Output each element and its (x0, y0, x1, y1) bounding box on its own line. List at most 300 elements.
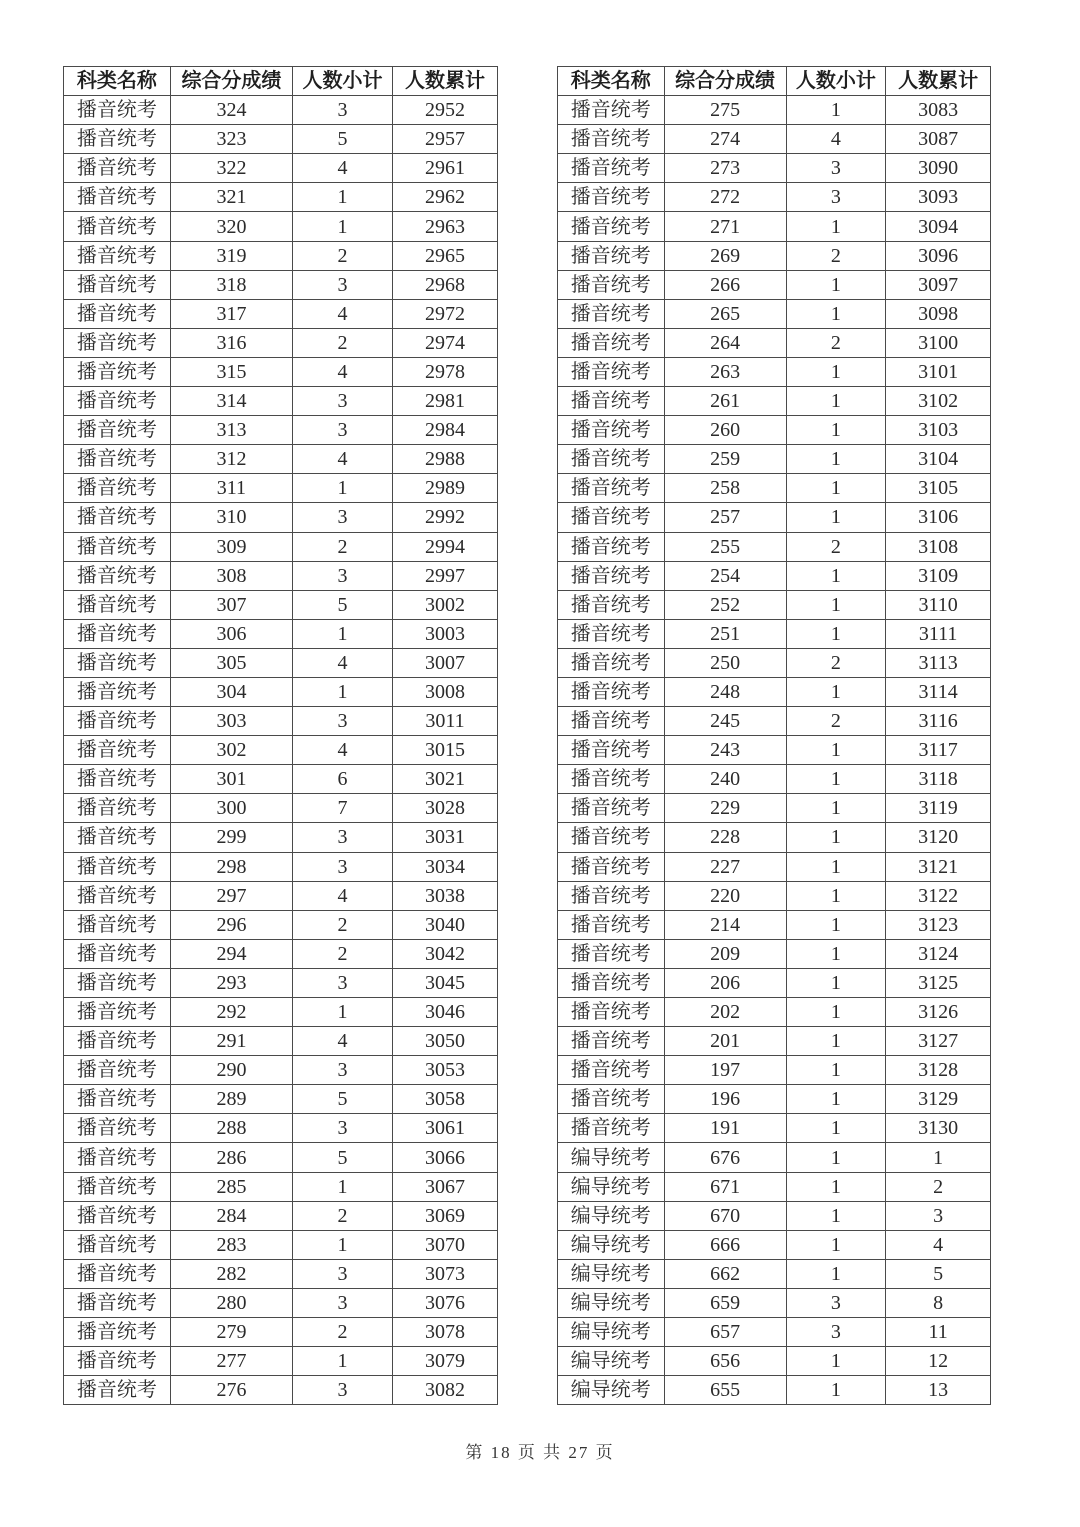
table-row (64, 96, 498, 125)
score-cell: 670 (664, 1201, 786, 1230)
cumulative-cell: 2961 (392, 154, 497, 183)
table-row (64, 881, 498, 910)
score-cell: 294 (170, 939, 292, 968)
subtotal-cell: 1 (786, 96, 886, 125)
cumulative-cell: 3108 (886, 532, 991, 561)
score-cell: 659 (664, 1288, 786, 1317)
score-cell: 314 (170, 387, 292, 416)
subtotal-cell: 1 (786, 474, 886, 503)
table-row (64, 416, 498, 445)
subtotal-cell: 1 (786, 416, 886, 445)
score-cell: 273 (664, 154, 786, 183)
score-cell: 321 (170, 183, 292, 212)
cumulative-cell: 3128 (886, 1056, 991, 1085)
score-cell: 228 (664, 823, 786, 852)
score-cell: 655 (664, 1376, 786, 1405)
table-row (64, 1056, 498, 1085)
category-cell: 播音统考 (558, 387, 665, 416)
score-cell: 299 (170, 823, 292, 852)
score-cell: 269 (664, 241, 786, 270)
subtotal-cell: 1 (786, 299, 886, 328)
cumulative-cell: 3040 (392, 910, 497, 939)
category-cell: 播音统考 (64, 765, 171, 794)
category-cell: 播音统考 (64, 1085, 171, 1114)
subtotal-cell: 1 (293, 474, 393, 503)
cumulative-cell: 13 (886, 1376, 991, 1405)
table-row (558, 532, 991, 561)
table-row (64, 1318, 498, 1347)
cumulative-cell: 3129 (886, 1085, 991, 1114)
cumulative-cell: 3125 (886, 968, 991, 997)
cumulative-cell: 3070 (392, 1230, 497, 1259)
cumulative-cell: 3117 (886, 736, 991, 765)
category-cell: 播音统考 (64, 183, 171, 212)
score-cell: 310 (170, 503, 292, 532)
category-cell: 播音统考 (64, 707, 171, 736)
score-cell: 279 (170, 1318, 292, 1347)
subtotal-cell: 2 (786, 328, 886, 357)
category-cell: 播音统考 (64, 241, 171, 270)
subtotal-cell: 3 (786, 1288, 886, 1317)
cumulative-cell: 3008 (392, 677, 497, 706)
cumulative-cell: 3061 (392, 1114, 497, 1143)
category-cell: 播音统考 (558, 125, 665, 154)
table-row (558, 910, 991, 939)
cumulative-cell: 3083 (886, 96, 991, 125)
score-cell: 240 (664, 765, 786, 794)
score-cell: 263 (664, 357, 786, 386)
cumulative-cell: 3046 (392, 998, 497, 1027)
score-cell: 324 (170, 96, 292, 125)
cumulative-cell: 3120 (886, 823, 991, 852)
table-row (64, 1114, 498, 1143)
category-cell: 编导统考 (558, 1172, 665, 1201)
score-cell: 671 (664, 1172, 786, 1201)
subtotal-cell: 1 (293, 183, 393, 212)
score-cell: 291 (170, 1027, 292, 1056)
cumulative-cell: 5 (886, 1259, 991, 1288)
category-cell: 播音统考 (558, 823, 665, 852)
score-cell: 258 (664, 474, 786, 503)
score-cell: 265 (664, 299, 786, 328)
category-cell: 播音统考 (64, 794, 171, 823)
category-cell: 播音统考 (558, 270, 665, 299)
subtotal-cell: 1 (786, 1085, 886, 1114)
table-row (558, 183, 991, 212)
cumulative-cell: 3003 (392, 619, 497, 648)
score-table-left-body (64, 96, 498, 1405)
subtotal-cell: 4 (293, 648, 393, 677)
header-category: 科类名称 (558, 67, 665, 96)
table-row (64, 1347, 498, 1376)
subtotal-cell: 3 (293, 1259, 393, 1288)
table-row (64, 677, 498, 706)
score-cell: 259 (664, 445, 786, 474)
subtotal-cell: 1 (786, 910, 886, 939)
table-row (558, 96, 991, 125)
table-row (558, 241, 991, 270)
subtotal-cell: 1 (786, 968, 886, 997)
cumulative-cell: 3103 (886, 416, 991, 445)
category-cell: 播音统考 (558, 852, 665, 881)
table-row (64, 765, 498, 794)
category-cell: 播音统考 (64, 1230, 171, 1259)
table-row (558, 1230, 991, 1259)
score-cell: 251 (664, 619, 786, 648)
cumulative-cell: 11 (886, 1318, 991, 1347)
subtotal-cell: 1 (293, 1172, 393, 1201)
category-cell: 播音统考 (64, 125, 171, 154)
table-row (558, 154, 991, 183)
cumulative-cell: 3050 (392, 1027, 497, 1056)
category-cell: 播音统考 (64, 416, 171, 445)
table-row (64, 270, 498, 299)
category-cell: 播音统考 (64, 1376, 171, 1405)
table-row (558, 648, 991, 677)
score-cell: 300 (170, 794, 292, 823)
category-cell: 播音统考 (558, 881, 665, 910)
score-cell: 292 (170, 998, 292, 1027)
subtotal-cell: 1 (786, 270, 886, 299)
category-cell: 播音统考 (558, 96, 665, 125)
subtotal-cell: 7 (293, 794, 393, 823)
cumulative-cell: 3015 (392, 736, 497, 765)
table-row (558, 765, 991, 794)
cumulative-cell: 3011 (392, 707, 497, 736)
category-cell: 播音统考 (64, 968, 171, 997)
subtotal-cell: 5 (293, 1085, 393, 1114)
table-row (64, 212, 498, 241)
cumulative-cell: 3090 (886, 154, 991, 183)
score-cell: 227 (664, 852, 786, 881)
score-cell: 293 (170, 968, 292, 997)
table-row (64, 154, 498, 183)
header-subtotal: 人数小计 (293, 67, 393, 96)
subtotal-cell: 1 (786, 794, 886, 823)
cumulative-cell: 3093 (886, 183, 991, 212)
subtotal-cell: 2 (293, 1201, 393, 1230)
subtotal-cell: 1 (786, 998, 886, 1027)
subtotal-cell: 3 (293, 707, 393, 736)
score-cell: 257 (664, 503, 786, 532)
score-cell: 317 (170, 299, 292, 328)
subtotal-cell: 1 (786, 619, 886, 648)
cumulative-cell: 3028 (392, 794, 497, 823)
subtotal-cell: 6 (293, 765, 393, 794)
table-row (64, 503, 498, 532)
page-footer: 第 18 页 共 27 页 (465, 1443, 615, 1462)
category-cell: 编导统考 (558, 1376, 665, 1405)
cumulative-cell: 2992 (392, 503, 497, 532)
table-row (558, 736, 991, 765)
score-cell: 260 (664, 416, 786, 445)
score-cell: 202 (664, 998, 786, 1027)
subtotal-cell: 2 (293, 328, 393, 357)
cumulative-cell: 3038 (392, 881, 497, 910)
subtotal-cell: 1 (293, 998, 393, 1027)
subtotal-cell: 4 (293, 736, 393, 765)
cumulative-cell: 2989 (392, 474, 497, 503)
cumulative-cell: 3002 (392, 590, 497, 619)
cumulative-cell: 2972 (392, 299, 497, 328)
score-cell: 296 (170, 910, 292, 939)
category-cell: 播音统考 (558, 794, 665, 823)
score-cell: 255 (664, 532, 786, 561)
table-row (558, 1201, 991, 1230)
table-row (64, 1259, 498, 1288)
category-cell: 播音统考 (64, 823, 171, 852)
subtotal-cell: 4 (293, 445, 393, 474)
cumulative-cell: 3127 (886, 1027, 991, 1056)
score-cell: 275 (664, 96, 786, 125)
category-cell: 播音统考 (64, 1143, 171, 1172)
category-cell: 播音统考 (64, 590, 171, 619)
table-row (558, 823, 991, 852)
cumulative-cell: 3076 (392, 1288, 497, 1317)
table-row (64, 852, 498, 881)
subtotal-cell: 1 (786, 765, 886, 794)
cumulative-cell: 2984 (392, 416, 497, 445)
cumulative-cell: 3069 (392, 1201, 497, 1230)
subtotal-cell: 4 (293, 299, 393, 328)
cumulative-cell: 3100 (886, 328, 991, 357)
table-row (558, 416, 991, 445)
table-row (64, 561, 498, 590)
score-cell: 266 (664, 270, 786, 299)
table-row (558, 503, 991, 532)
score-cell: 305 (170, 648, 292, 677)
score-cell: 318 (170, 270, 292, 299)
cumulative-cell: 3067 (392, 1172, 497, 1201)
table-row (64, 532, 498, 561)
table-row (558, 707, 991, 736)
table-header-row (64, 67, 498, 96)
score-cell: 316 (170, 328, 292, 357)
category-cell: 编导统考 (558, 1318, 665, 1347)
subtotal-cell: 1 (786, 1376, 886, 1405)
subtotal-cell: 3 (786, 154, 886, 183)
cumulative-cell: 3042 (392, 939, 497, 968)
table-row (558, 270, 991, 299)
category-cell: 播音统考 (64, 677, 171, 706)
subtotal-cell: 2 (786, 707, 886, 736)
category-cell: 播音统考 (64, 154, 171, 183)
subtotal-cell: 3 (786, 1318, 886, 1347)
score-cell: 311 (170, 474, 292, 503)
table-row (64, 474, 498, 503)
table-row (558, 619, 991, 648)
category-cell: 播音统考 (64, 532, 171, 561)
category-cell: 播音统考 (558, 1027, 665, 1056)
cumulative-cell: 3098 (886, 299, 991, 328)
category-cell: 播音统考 (558, 590, 665, 619)
cumulative-cell: 3021 (392, 765, 497, 794)
subtotal-cell: 1 (293, 677, 393, 706)
score-cell: 252 (664, 590, 786, 619)
table-row (64, 794, 498, 823)
category-cell: 播音统考 (558, 1114, 665, 1143)
score-table-right (557, 66, 991, 1405)
subtotal-cell: 1 (786, 561, 886, 590)
cumulative-cell: 2952 (392, 96, 497, 125)
subtotal-cell: 3 (786, 183, 886, 212)
category-cell: 播音统考 (558, 1056, 665, 1085)
category-cell: 播音统考 (64, 1259, 171, 1288)
subtotal-cell: 1 (786, 445, 886, 474)
subtotal-cell: 1 (786, 1201, 886, 1230)
category-cell: 编导统考 (558, 1259, 665, 1288)
table-row (558, 561, 991, 590)
category-cell: 播音统考 (558, 416, 665, 445)
table-row (64, 357, 498, 386)
subtotal-cell: 3 (293, 561, 393, 590)
score-cell: 209 (664, 939, 786, 968)
category-cell: 播音统考 (64, 1172, 171, 1201)
table-row (558, 852, 991, 881)
table-row (558, 998, 991, 1027)
score-cell: 313 (170, 416, 292, 445)
cumulative-cell: 2968 (392, 270, 497, 299)
cumulative-cell: 3113 (886, 648, 991, 677)
category-cell: 播音统考 (64, 1201, 171, 1230)
subtotal-cell: 3 (293, 503, 393, 532)
category-cell: 播音统考 (64, 619, 171, 648)
table-row (64, 241, 498, 270)
cumulative-cell: 3073 (392, 1259, 497, 1288)
category-cell: 播音统考 (64, 503, 171, 532)
cumulative-cell: 2963 (392, 212, 497, 241)
subtotal-cell: 1 (786, 503, 886, 532)
subtotal-cell: 1 (786, 212, 886, 241)
subtotal-cell: 3 (293, 416, 393, 445)
score-cell: 304 (170, 677, 292, 706)
score-cell: 250 (664, 648, 786, 677)
cumulative-cell: 1 (886, 1143, 991, 1172)
category-cell: 播音统考 (558, 765, 665, 794)
score-cell: 243 (664, 736, 786, 765)
subtotal-cell: 3 (293, 823, 393, 852)
score-cell: 229 (664, 794, 786, 823)
score-cell: 197 (664, 1056, 786, 1085)
category-cell: 播音统考 (64, 1288, 171, 1317)
score-cell: 323 (170, 125, 292, 154)
category-cell: 播音统考 (64, 328, 171, 357)
category-cell: 编导统考 (558, 1347, 665, 1376)
cumulative-cell: 3122 (886, 881, 991, 910)
header-cumulative: 人数累计 (886, 67, 991, 96)
subtotal-cell: 3 (293, 1288, 393, 1317)
subtotal-cell: 3 (293, 1056, 393, 1085)
category-cell: 播音统考 (64, 1347, 171, 1376)
score-cell: 201 (664, 1027, 786, 1056)
category-cell: 播音统考 (64, 474, 171, 503)
score-cell: 285 (170, 1172, 292, 1201)
cumulative-cell: 2957 (392, 125, 497, 154)
category-cell: 编导统考 (558, 1288, 665, 1317)
header-cumulative: 人数累计 (392, 67, 497, 96)
category-cell: 播音统考 (64, 852, 171, 881)
table-row (558, 1085, 991, 1114)
cumulative-cell: 3053 (392, 1056, 497, 1085)
cumulative-cell: 2 (886, 1172, 991, 1201)
category-cell: 播音统考 (558, 532, 665, 561)
cumulative-cell: 3126 (886, 998, 991, 1027)
table-row (64, 1201, 498, 1230)
category-cell: 播音统考 (64, 445, 171, 474)
header-composite-score: 综合分成绩 (664, 67, 786, 96)
cumulative-cell: 3102 (886, 387, 991, 416)
score-cell: 322 (170, 154, 292, 183)
table-row (64, 387, 498, 416)
subtotal-cell: 2 (786, 241, 886, 270)
category-cell: 播音统考 (64, 357, 171, 386)
score-cell: 307 (170, 590, 292, 619)
category-cell: 播音统考 (558, 445, 665, 474)
cumulative-cell: 3031 (392, 823, 497, 852)
cumulative-cell: 2965 (392, 241, 497, 270)
table-row (64, 1230, 498, 1259)
category-cell: 播音统考 (558, 328, 665, 357)
cumulative-cell: 8 (886, 1288, 991, 1317)
table-header-row (558, 67, 991, 96)
subtotal-cell: 4 (293, 1027, 393, 1056)
table-row (558, 1288, 991, 1317)
score-table-right-body (558, 96, 991, 1405)
table-row (64, 1085, 498, 1114)
subtotal-cell: 2 (293, 939, 393, 968)
subtotal-cell: 4 (293, 154, 393, 183)
cumulative-cell: 3097 (886, 270, 991, 299)
table-row (64, 328, 498, 357)
category-cell: 播音统考 (558, 299, 665, 328)
category-cell: 播音统考 (558, 183, 665, 212)
category-cell: 播音统考 (64, 998, 171, 1027)
table-row (558, 794, 991, 823)
cumulative-cell: 3119 (886, 794, 991, 823)
score-cell: 280 (170, 1288, 292, 1317)
table-row (64, 823, 498, 852)
table-row (558, 125, 991, 154)
table-row (64, 910, 498, 939)
score-cell: 320 (170, 212, 292, 241)
cumulative-cell: 2988 (392, 445, 497, 474)
category-cell: 播音统考 (558, 1085, 665, 1114)
score-cell: 666 (664, 1230, 786, 1259)
score-table-left (63, 66, 498, 1405)
header-category: 科类名称 (64, 67, 171, 96)
cumulative-cell: 3130 (886, 1114, 991, 1143)
subtotal-cell: 3 (293, 96, 393, 125)
table-row (64, 445, 498, 474)
category-cell: 播音统考 (558, 357, 665, 386)
cumulative-cell: 3123 (886, 910, 991, 939)
category-cell: 播音统考 (558, 648, 665, 677)
category-cell: 播音统考 (558, 241, 665, 270)
score-cell: 656 (664, 1347, 786, 1376)
table-row (558, 445, 991, 474)
subtotal-cell: 3 (293, 387, 393, 416)
subtotal-cell: 1 (786, 677, 886, 706)
score-cell: 274 (664, 125, 786, 154)
subtotal-cell: 1 (786, 881, 886, 910)
category-cell: 编导统考 (558, 1230, 665, 1259)
score-cell: 286 (170, 1143, 292, 1172)
score-cell: 306 (170, 619, 292, 648)
category-cell: 编导统考 (558, 1201, 665, 1230)
cumulative-cell: 4 (886, 1230, 991, 1259)
score-cell: 282 (170, 1259, 292, 1288)
category-cell: 播音统考 (558, 503, 665, 532)
